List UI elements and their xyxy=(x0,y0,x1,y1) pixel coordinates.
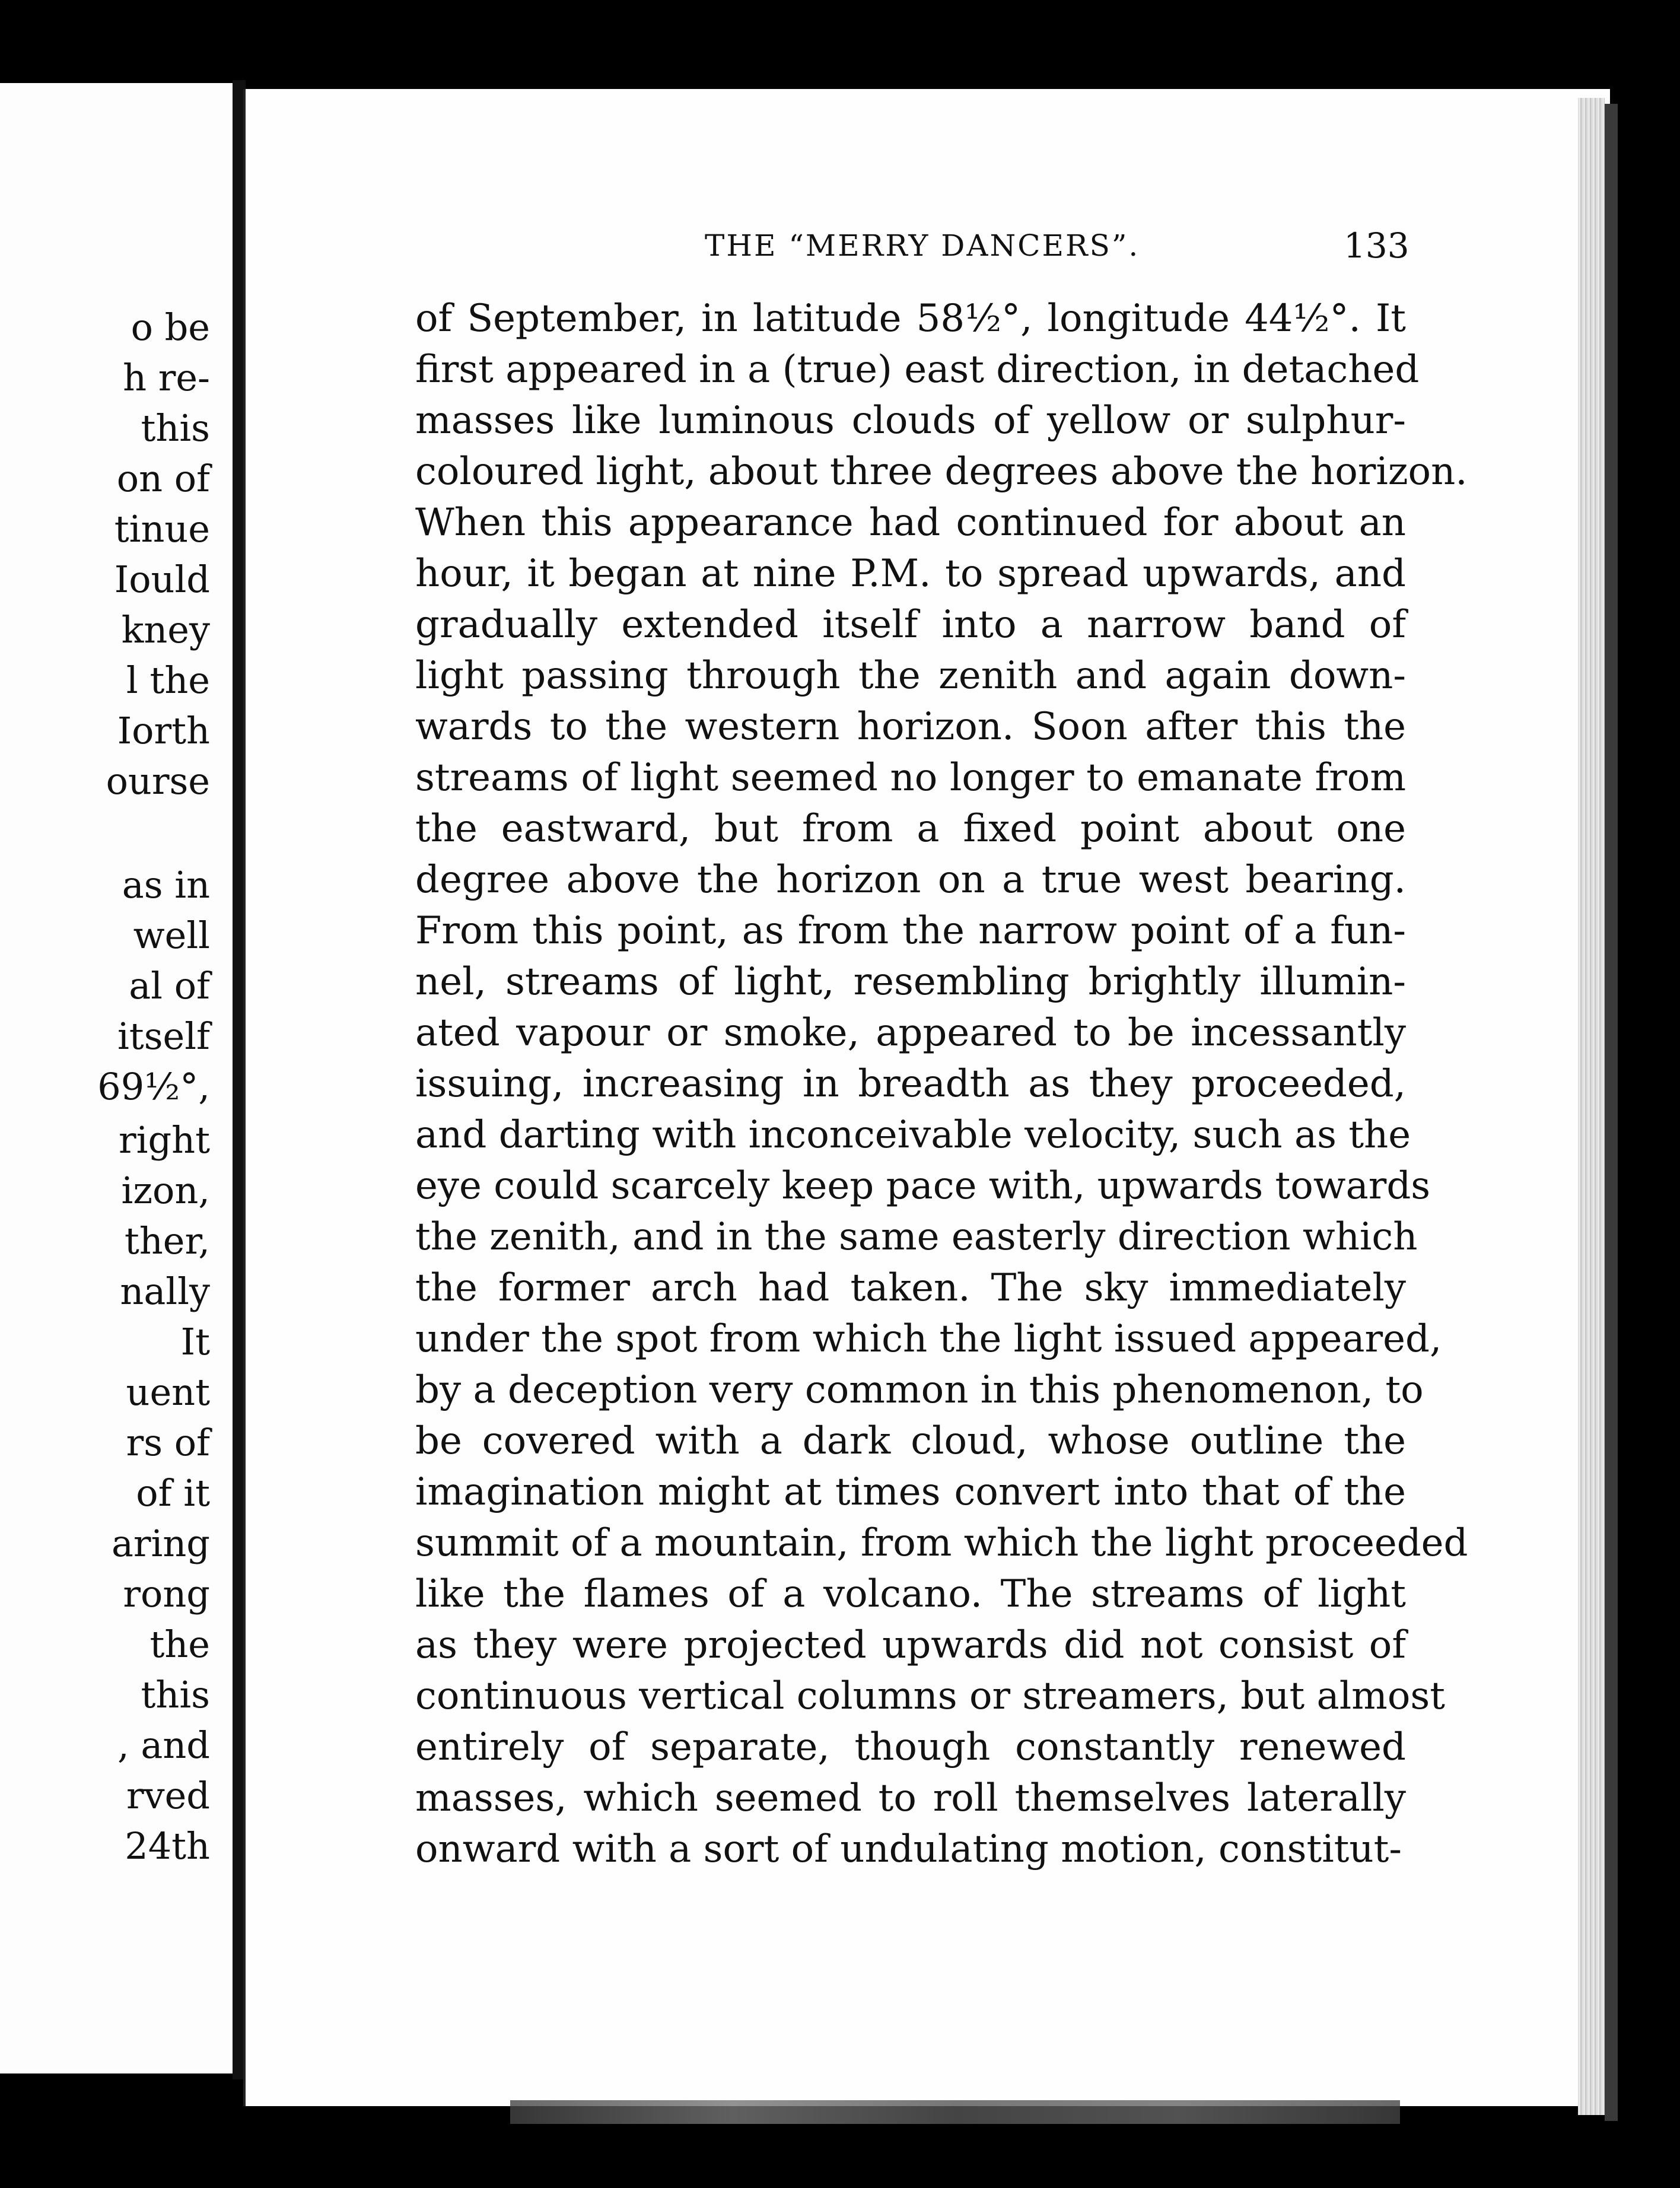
body-line: imagination might at times convert into that of the xyxy=(415,1470,1406,1514)
body-line: ated vapour or smoke, appeared to be incessantly xyxy=(415,1011,1406,1055)
body-line: entirely of separate, though constantly renewed xyxy=(415,1725,1406,1769)
page-number: 133 xyxy=(1344,225,1409,266)
body-line: first appeared in a (true) east direction, in detached xyxy=(415,348,1420,392)
left-page-line: h re- xyxy=(123,356,210,399)
body-line: as they were projected upwards did not consist of xyxy=(415,1623,1406,1667)
body-line: the eastward, but from a fixed point about one xyxy=(415,807,1406,851)
running-head: THE “MERRY DANCERS”. xyxy=(705,228,1140,263)
body-line: gradually extended itself into a narrow band of xyxy=(415,603,1406,647)
left-page-line: itself xyxy=(117,1015,210,1058)
scan-shadow xyxy=(510,2100,1400,2124)
body-line: From this point, as from the narrow point of a fun- xyxy=(415,909,1406,953)
left-page xyxy=(0,83,234,2073)
left-page-line: rved xyxy=(126,1774,210,1817)
book-cover-edge xyxy=(1605,104,1618,2121)
body-line: under the spot from which the light issued appeared, xyxy=(415,1317,1442,1361)
left-page-line: well xyxy=(133,914,210,957)
left-page-line: this xyxy=(141,406,210,450)
body-line: light passing through the zenith and again down- xyxy=(415,654,1406,698)
body-line: When this appearance had continued for about an xyxy=(415,501,1406,545)
body-line: eye could scarcely keep pace with, upwards towards xyxy=(415,1164,1431,1208)
body-line: issuing, increasing in breadth as they proceeded, xyxy=(415,1062,1406,1106)
left-page-line: kney xyxy=(121,608,210,651)
left-page-line: al of xyxy=(129,964,210,1007)
left-page-line: rs of xyxy=(126,1421,210,1464)
body-line: the former arch had taken. The sky immediately xyxy=(415,1266,1406,1310)
body-line: masses, which seemed to roll themselves laterally xyxy=(415,1776,1406,1820)
left-page-line: right xyxy=(118,1118,210,1162)
left-page-line: aring xyxy=(111,1522,210,1565)
body-line: by a deception very common in this phenomenon, to xyxy=(415,1368,1424,1412)
left-page-line: on of xyxy=(116,457,210,500)
body-line: degree above the horizon on a true west bearing. xyxy=(415,858,1406,902)
body-line: continuous vertical columns or streamers, but almost xyxy=(415,1674,1445,1718)
body-line: onward with a sort of undulating motion, constitut- xyxy=(415,1827,1402,1871)
page-edges xyxy=(1578,98,1605,2115)
body-line: of September, in latitude 58½°, longitude 44½°. It xyxy=(415,297,1406,341)
body-line: hour, it began at nine P.M. to spread upwards, and xyxy=(415,552,1406,596)
body-line: be covered with a dark cloud, whose outline the xyxy=(415,1419,1406,1463)
left-page-line: ther, xyxy=(124,1219,210,1262)
body-line: summit of a mountain, from which the light proceeded xyxy=(415,1521,1468,1565)
left-page-line: , and xyxy=(117,1723,210,1767)
left-page-line: uent xyxy=(126,1370,210,1414)
left-page-line: Iorth xyxy=(117,709,210,752)
left-page-line: o be xyxy=(131,306,210,349)
left-page-line: ourse xyxy=(106,759,210,803)
left-page-line: of it xyxy=(136,1471,210,1515)
body-line: streams of light seemed no longer to emanate from xyxy=(415,756,1406,800)
left-page-line: l the xyxy=(126,659,210,702)
left-page-line: 24th xyxy=(125,1824,210,1868)
body-line: nel, streams of light, resembling brightly illumin- xyxy=(415,960,1406,1004)
body-line: and darting with inconceivable velocity, such as the xyxy=(415,1113,1411,1157)
left-page-line: It xyxy=(180,1320,210,1363)
left-page-line: rong xyxy=(123,1572,210,1615)
left-page-line: tinue xyxy=(114,507,210,551)
body-line: wards to the western horizon. Soon after this the xyxy=(415,705,1406,749)
left-page-line: the xyxy=(149,1623,210,1666)
left-page-line: nally xyxy=(120,1270,210,1313)
body-line: coloured light, about three degrees above the horizon. xyxy=(415,450,1468,494)
left-page-line: as in xyxy=(122,863,210,907)
left-page-line: Iould xyxy=(114,558,210,601)
left-page-line: 69½°, xyxy=(97,1065,210,1108)
left-page-line: this xyxy=(141,1673,210,1716)
body-line: like the flames of a volcano. The streams of light xyxy=(415,1572,1406,1616)
body-line: masses like luminous clouds of yellow or sulphur- xyxy=(415,399,1406,443)
left-page-line: izon, xyxy=(121,1169,210,1212)
body-line: the zenith, and in the same easterly direction which xyxy=(415,1215,1418,1259)
